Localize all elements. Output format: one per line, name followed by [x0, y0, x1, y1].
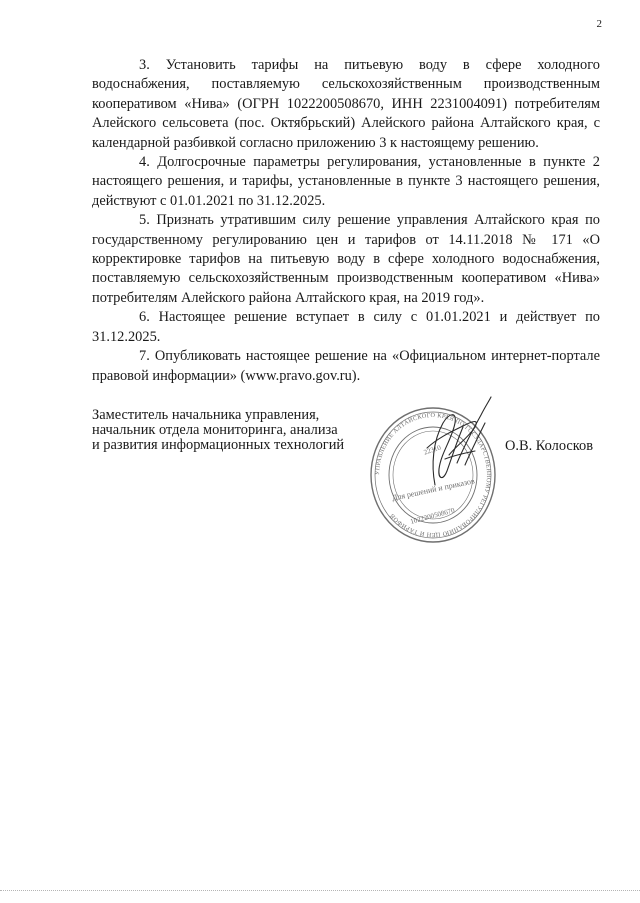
paragraph-7: 7. Опубликовать настоящее решение на «Официальном интернет-портале правовой информации» (www.pravo.gov.ru).	[92, 348, 600, 384]
svg-text:1022200508670: 1022200508670	[409, 506, 456, 526]
signer-position-line-3: и развития информационных технологий	[92, 437, 345, 453]
stamp-number: 22310	[422, 443, 442, 457]
signer-position-line-1: Заместитель начальника управления,	[92, 407, 320, 423]
paragraph-6: 6. Настоящее решение вступает в силу с 01.01.2021 и действует по 31.12.2025.	[92, 309, 600, 345]
paragraph-4: 4. Долгосрочные параметры регулирования, установленные в пункте 2 настоящего решения, и тарифы, установленные в пункте 3 настоящего решения, действуют с 01.01.2021 по 31.12.2025.	[92, 154, 600, 209]
handwritten-signature-icon	[405, 393, 495, 493]
signer-position	[92, 408, 344, 453]
signer-position-line-2: начальник отдела мониторинга, анализа	[92, 422, 338, 438]
page-number: 2	[596, 18, 602, 30]
bottom-dotted-rule	[0, 890, 640, 891]
paragraph-5: 5. Признать утратившим силу решение управления Алтайского края по государственному регулированию цен и тарифов от 14.11.2018 № 171 «О корректировке тарифов на питьевую воду в сфере холодного водоснабжения, поставляемую сельскохозяйственным производственным кооперативом «Нива» потребителям Алейского района Алтайского края, на 2019 год».	[92, 212, 600, 306]
signer-name: О.В. Колосков	[505, 438, 594, 454]
document-body	[92, 56, 600, 386]
paragraph-3: 3. Установить тарифы на питьевую воду в сфере холодного водоснабжения, поставляемую сельскохозяйственным производственным кооперативом «Нива» (ОГРН 1022200508670, ИНН 2231004091) потребителям Алейского сельсовета (пос. Октябрьский) Алейского района Алтайского края, с календарной разбивкой согласно приложению 3 к настоящему решению.	[92, 57, 600, 151]
stamp-ring-text: УПРАВЛЕНИЕ АЛТАЙСКОГО КРАЯ ПО ГОСУДАРСТВЕННОМУ РЕГУЛИРОВАНИЮ ЦЕН И ТАРИФОВ	[373, 411, 493, 539]
stamp-label: Для решений и приказов	[391, 476, 476, 503]
